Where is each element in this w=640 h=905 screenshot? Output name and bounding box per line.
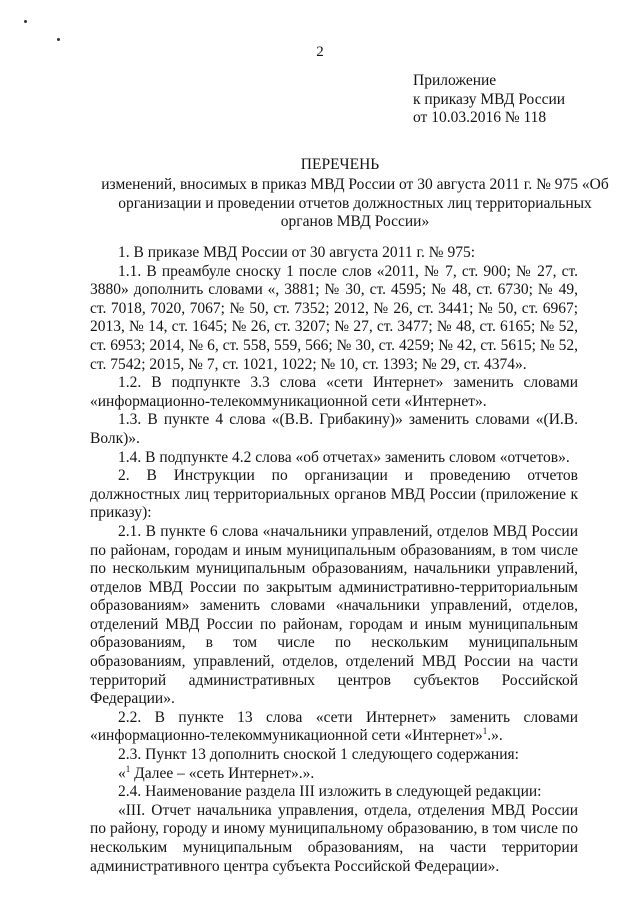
annex-line-2: к приказу МВД России [413,90,566,108]
footnote-content: Далее – «сеть Интернет».». [134,764,315,782]
scan-speck [24,20,27,23]
paragraph-section-3: «III. Отчет начальника управления, отдела, отделения МВД России по району, городу и иному муниципальному образованию, в том числе по нескольким муниципальным образованиям, на части территории административного центра субъекта Российской Федерации». [90,801,578,875]
annex-block [413,72,565,128]
annex-line-3: от 10.03.2016 № 118 [413,109,547,126]
paragraph-2-3: 2.3. Пункт 13 дополнить сноской 1 следующего содержания: [118,746,519,764]
paragraph-1-4: 1.4. В подпункте 4.2 слова «об отчетах» заменить словом «отчетов». [118,448,570,466]
paragraph-2-2-tail: .». [487,727,503,745]
footnote-text [90,765,578,784]
annex-line-1: Приложение [413,72,497,89]
paragraph-1: 1. В приказе МВД России от 30 августа 2011 г. № 975: [118,244,476,261]
document-body [90,244,578,876]
paragraph-2-2 [90,709,578,746]
paragraph-2-2-text: 2.2. В пункте 13 слова «сети Интернет» заменить словами «информационно-телекоммуникационной сети «Интернет» [90,708,578,745]
page-number: 2 [316,44,324,60]
paragraph-2-4: 2.4. Наименование раздела III изложить в следующей редакции: [118,783,542,801]
document-title: ПЕРЕЧЕНЬ [300,156,380,173]
paragraph-2: 2. В Инструкции по организации и проведению отчетов должностных лиц территориальных органов МВД России (приложение к приказу): [90,467,578,522]
footnote-mark-2: 1 [125,763,131,774]
paragraph-2-1: 2.1. В пункте 6 слова «начальники управлений, отделов МВД России по районам, городам и иным муниципальным образованиям, в том числе по нескольким муниципальным образованиям, начальники управлений, отделов МВД России по закрытым административно-территориальным образованиям» заменить словами «начальники управлений, отделов, отделений МВД России по районам, городам и иным муниципальным образованиям, в том числе по нескольким муниципальным образованиям, управлений, отделов, отделений МВД России на части территорий административных центров субъектов Российской Федерации». [90,522,578,708]
scan-speck [57,38,60,41]
paragraph-1-2: 1.2. В подпункте 3.3 слова «сети Интернет» заменить словами «информационно-телекоммуникационной сети «Интернет». [90,374,578,410]
paragraph-1-1: 1.1. В преамбуле сноску 1 после слов «2011, № 7, ст. 900; № 27, ст. 3880» дополнить словами «, 3881; № 30, ст. 4595; № 48, ст. 6730; № 49, ст. 7018, 7020, 7067; № 50, ст. 7352; 2012, № 26, ст. 3441; № 50, ст. 6967; 2013, № 14, ст. 1645; № 26, ст. 3207; № 27, ст. 3477; № 48, ст. 6165; № 52, ст. 6953; 2014, № 6, ст. 558, 559, 566; № 30, ст. 4259; № 42, ст. 5615; № 52, ст. 7542; 2015, № 7, ст. 1021, 1022; № 10, ст. 1393; № 29, ст. 4374». [90,262,578,373]
document-subtitle: изменений, вносимых в приказ МВД России от 30 августа 2011 г. № 975 «Об организации и проведении отчетов должностных лиц территориальных органов МВД России» [101,176,609,230]
paragraph-1-3: 1.3. В пункте 4 слова «(В.В. Грибакину)» заменить словами «(И.В. Волк)». [90,411,578,447]
footnote-mark: 1 [482,726,488,737]
footnote-open-quote: « [118,764,126,782]
